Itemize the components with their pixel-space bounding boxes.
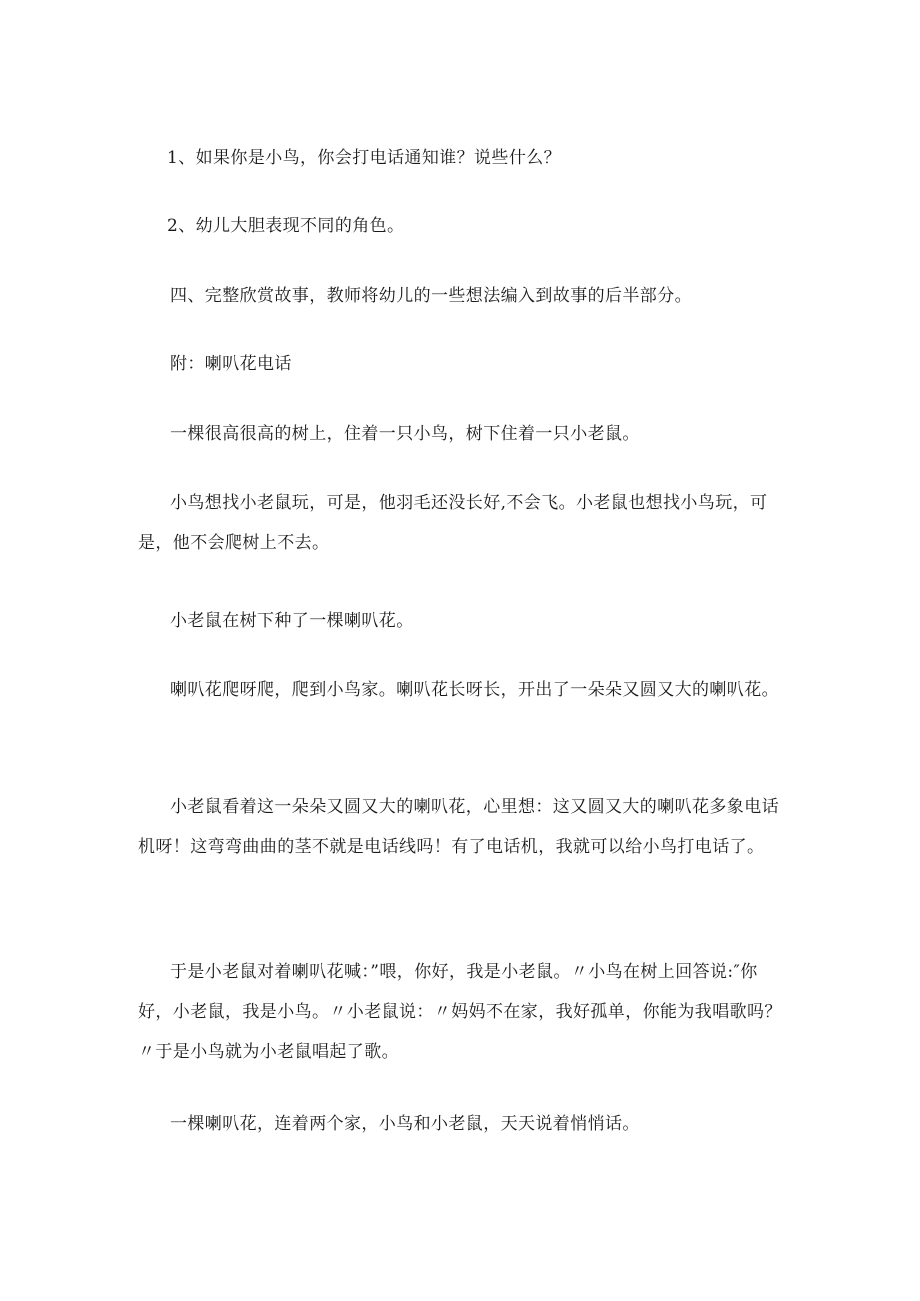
story-paragraph-1: 一棵很高很高的树上，住着一只小鸟，树下住着一只小老鼠。 (170, 424, 640, 444)
paragraph-list-item-1: 1、如果你是小鸟，你会打电话通知谁？说些什么？ (167, 148, 562, 168)
story-paragraph-2: 小鸟想找小老鼠玩，可是，他羽毛还没长好,不会飞。小老鼠也想找小鸟玩，可是，他不会爬树上不去。 (138, 493, 768, 553)
story-title: 附：喇叭花电话 (170, 354, 292, 374)
story-paragraph-4: 喇叭花爬呀爬，爬到小鸟家。喇叭花长呀长，开出了一朵朵又圆又大的喇叭花。 (170, 680, 779, 700)
story-paragraph-6: 于是小老鼠对着喇叭花喊：”喂，你好，我是小老鼠。〃小鸟在树上回答说:″你好，小老鼠，我是小鸟。〃小老鼠说：〃妈妈不在家，我好孤单，你能为我唱歌吗？〃于是小鸟就为小老鼠唱起了歌。 (138, 962, 782, 1062)
story-paragraph-3: 小老鼠在树下种了一棵喇叭花。 (170, 611, 414, 631)
paragraph-list-item-2: 2、幼儿大胆表现不同的角色。 (167, 216, 405, 236)
story-paragraph-7: 一棵喇叭花，连着两个家，小鸟和小老鼠，天天说着悄悄话。 (170, 1114, 640, 1134)
paragraph-section-four: 四、完整欣赏故事，教师将幼儿的一些想法编入到故事的后半部分。 (170, 286, 692, 306)
story-paragraph-5: 小老鼠看着这一朵朵又圆又大的喇叭花，心里想：这又圆又大的喇叭花多象电话机呀！这弯弯曲曲的茎不就是电话线吗！有了电话机，我就可以给小鸟打电话了。 (138, 797, 779, 857)
